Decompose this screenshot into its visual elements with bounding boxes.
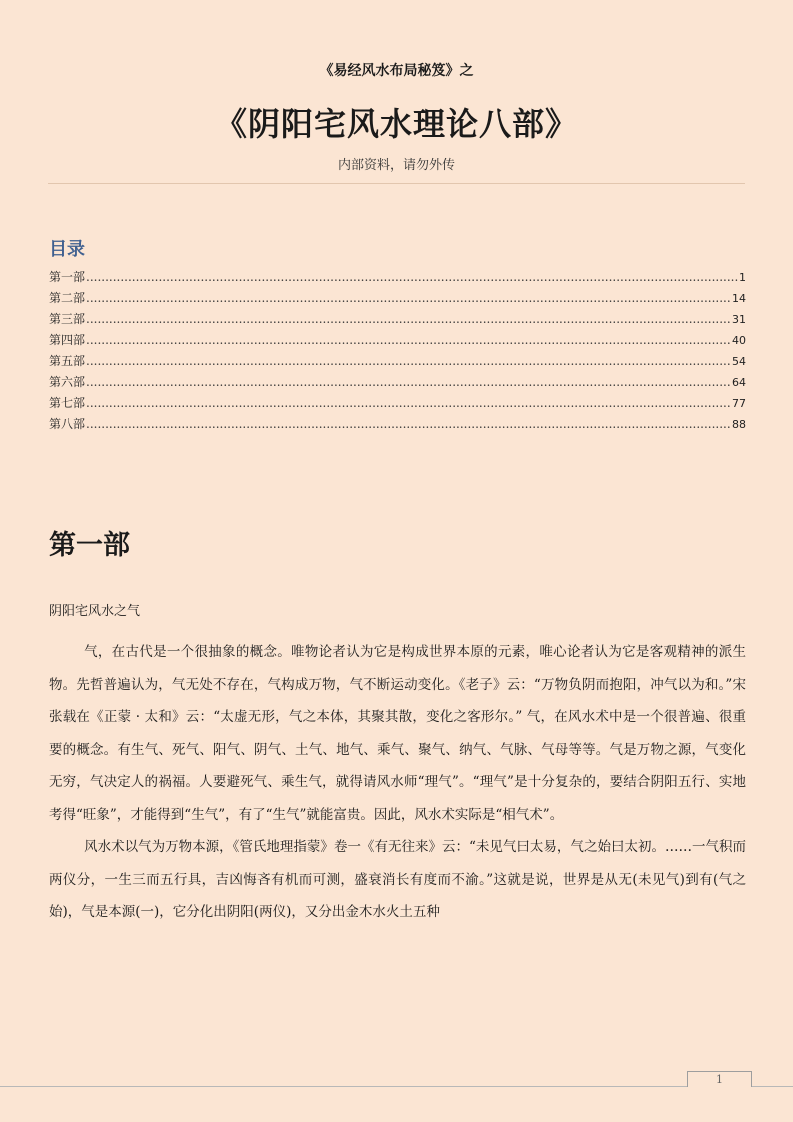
toc-entry[interactable] [49, 351, 746, 372]
toc-leader-dots [86, 309, 731, 330]
toc-entry-page: 54 [732, 355, 746, 368]
toc-entry-page: 88 [732, 418, 746, 431]
toc-entry-page: 31 [732, 313, 746, 326]
toc-entry-label: 第八部 [49, 417, 86, 431]
toc-leader-dots [86, 288, 731, 309]
toc-entry-label: 第四部 [49, 333, 86, 347]
toc-entry[interactable] [49, 330, 746, 351]
document-subtitle: 内部资料，请勿外传 [337, 158, 455, 173]
toc-entry-label: 第二部 [49, 291, 86, 305]
toc-leader-dots [86, 372, 731, 393]
part-heading: 第一部 [49, 530, 130, 561]
footer-divider [0, 1086, 793, 1087]
toc-entry-label: 第五部 [49, 354, 86, 368]
section-title: 阴阳宅风水之气 [49, 604, 141, 619]
toc-heading: 目录 [49, 239, 85, 260]
toc-entry[interactable] [49, 414, 746, 435]
toc-leader-dots [86, 330, 731, 351]
toc-entry-label: 第六部 [49, 375, 86, 389]
series-title: 《易经风水布局秘笈》之 [319, 63, 474, 79]
title-divider [48, 183, 745, 184]
body-text [49, 636, 746, 929]
toc-entry-page: 64 [732, 376, 746, 389]
toc-entry[interactable] [49, 309, 746, 330]
toc-entry-page: 1 [739, 271, 746, 284]
toc-entry-page: 40 [732, 334, 746, 347]
toc-entry-label: 第一部 [49, 270, 86, 284]
toc-entry[interactable] [49, 393, 746, 414]
toc-leader-dots [86, 414, 731, 435]
toc-leader-dots [86, 393, 731, 414]
toc-entry-page: 77 [732, 397, 746, 410]
toc-entry[interactable] [49, 288, 746, 309]
toc-entry[interactable] [49, 267, 746, 288]
toc-entry[interactable] [49, 372, 746, 393]
toc-entry-label: 第七部 [49, 396, 86, 410]
document-title: 《阴阳宅风水理论八部》 [214, 105, 578, 143]
toc-leader-dots [86, 267, 738, 288]
page-number: 1 [687, 1071, 752, 1087]
paragraph: 气，在古代是一个很抽象的概念。唯物论者认为它是构成世界本原的元素，唯心论者认为它是客观精神的派生物。先哲普遍认为，气无处不存在，气构成万物，气不断运动变化。《老子》云：“万物负阴而抱阳，冲气以为和。”宋张载在《正蒙 · 太和》云：“太虚无形，气之本体，其聚其散，变化之客形尔。” 气，在风水术中是一个很普遍、很重要的概念。有生气、死气、阳气、阴气、土气、地气、乘气、聚气、纳气、气脉、气母等等。气是万物之源，气变化无穷，气决定人的祸福。人要避死气、乘生气，就得请风水师“理气”。“理气”是十分复杂的，要结合阴阳五行、实地考得“旺象”，才能得到“生气”，有了“生气”就能富贵。因此，风水术实际是“相气术”。 [49, 644, 746, 823]
paragraph: 风水术以气为万物本源，《管氏地理指蒙》卷一《有无往来》云：“未见气曰太易，气之始曰太初。……一气积而两仪分，一生三而五行具，吉凶悔吝有机而可测，盛衰消长有度而不渝。”这就是说，世界是从无(未见气)到有(气之始)，气是本源(一)，它分化出阴阳(两仪)，又分出金木水火土五种 [49, 839, 746, 920]
toc-entry-label: 第三部 [49, 312, 86, 326]
table-of-contents [49, 267, 746, 435]
toc-leader-dots [86, 351, 731, 372]
toc-entry-page: 14 [732, 292, 746, 305]
